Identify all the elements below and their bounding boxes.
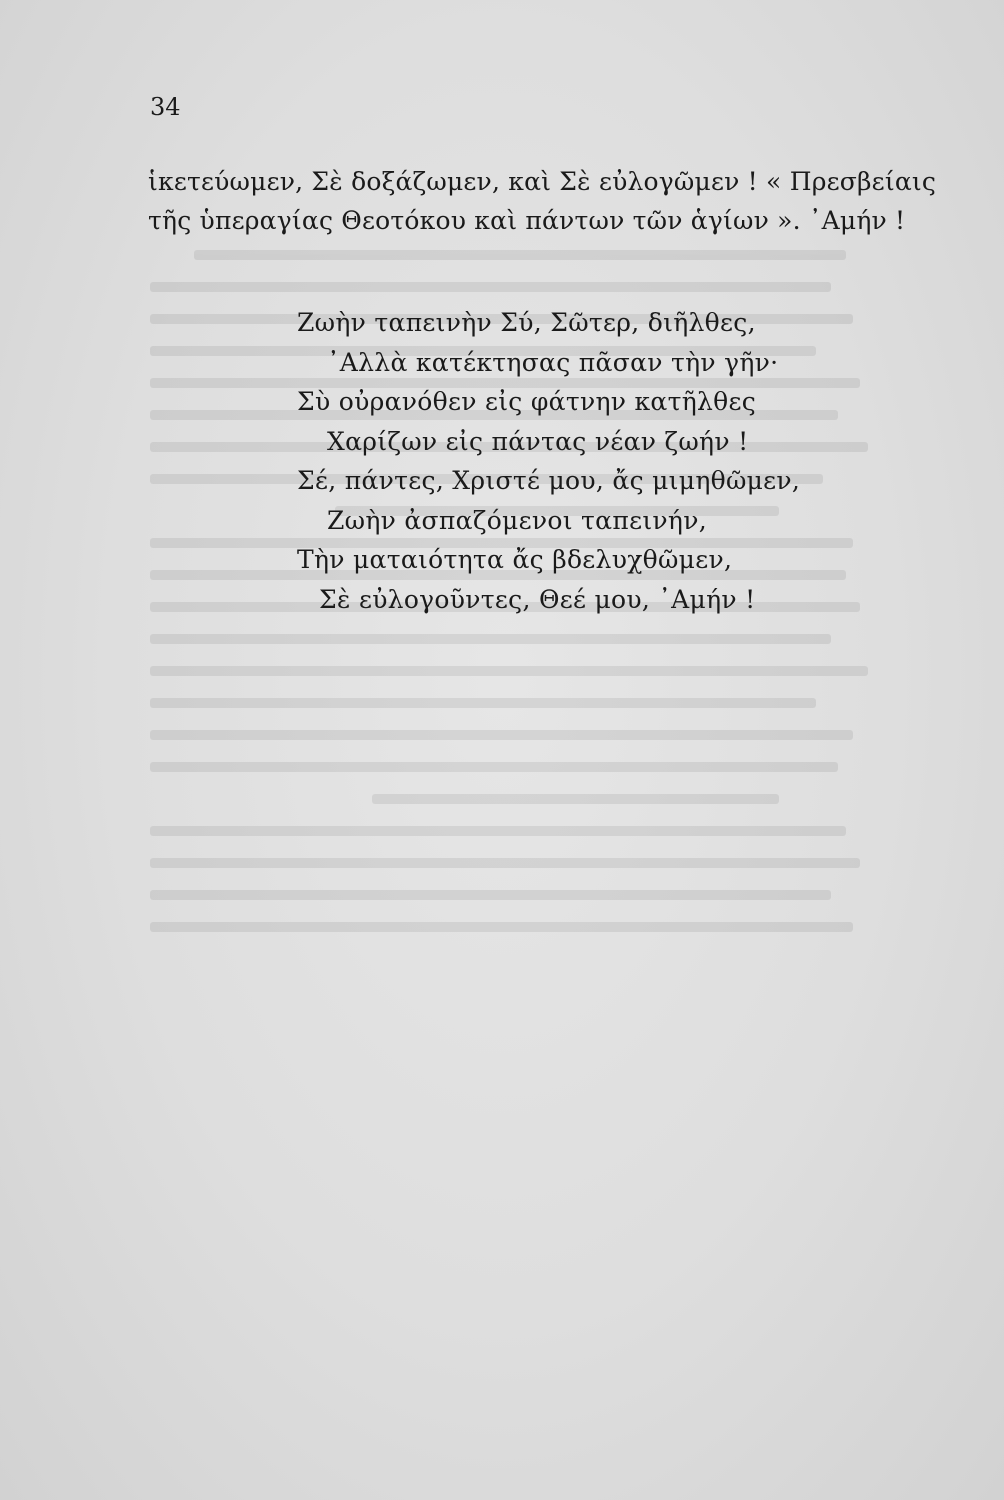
page-number: 34 xyxy=(150,93,181,121)
poem-line: Χαρίζων εἰς πάντας νέαν ζωήν ! xyxy=(327,426,749,456)
poem-line: Ζωὴν ταπεινὴν Σύ, Σῶτερ, διῆλθες, xyxy=(297,308,756,337)
prose-line: τῆς ὑπεραγίας Θεοτόκου καὶ πάντων τῶν ἁγίων ». ᾿Αμήν ! xyxy=(148,206,906,235)
prose-line: ἱκετεύωμεν, Σὲ δοξάζωμεν, καὶ Σὲ εὐλογῶμεν ! « Πρεσβείαις xyxy=(148,167,937,196)
poem-line: Σὲ εὐλογοῦντες, Θεέ μου, ᾿Αμήν ! xyxy=(319,584,756,614)
poem-line: Τὴν ματαιότητα ἄς βδελυχθῶμεν, xyxy=(297,545,733,574)
poem-line: Σὺ οὐρανόθεν εἰς φάτνην κατῆλθες xyxy=(297,387,757,416)
poem-line: ᾿Αλλὰ κατέκτησας πᾶσαν τὴν γῆν· xyxy=(327,347,779,377)
poem-line: Ζωὴν ἀσπαζόμενοι ταπεινήν, xyxy=(327,505,707,535)
poem-line: Σέ, πάντες, Χριστέ μου, ἄς μιμηθῶμεν, xyxy=(297,466,801,495)
prose-paragraph xyxy=(148,162,938,240)
